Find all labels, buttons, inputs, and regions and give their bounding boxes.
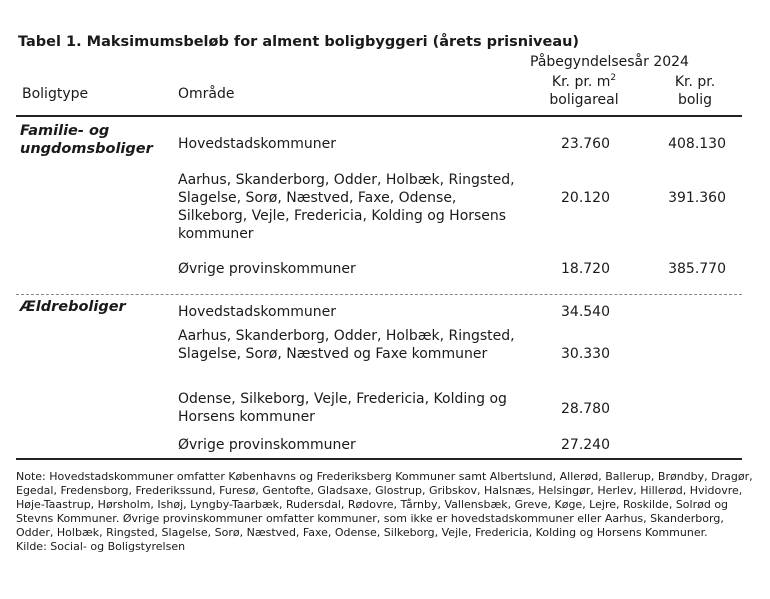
table-cell-kr-pr-bolig: 408.130 <box>668 136 726 152</box>
table-row-area: Øvrige provinskommuner <box>178 261 356 277</box>
table-bottom-rule <box>16 458 742 460</box>
table-row-area: Aarhus, Skanderborg, Odder, Holbæk, Ringsted, Slagelse, Sorø, Næstved, Faxe, Odense, Silkeborg, Vejle, Fredericia, Kolding og Horsens kommuner <box>178 172 515 242</box>
table-cell-kr-pr-m2: 18.720 <box>561 261 610 277</box>
table-cell-kr-pr-m2: 28.780 <box>561 401 610 417</box>
column-header-kr-pr-m2-line1: Kr. pr. m <box>551 74 611 90</box>
table-cell-kr-pr-m2: 30.330 <box>561 346 610 362</box>
column-header-omraade: Område <box>178 86 235 102</box>
table-cell-kr-pr-m2: 27.240 <box>561 437 610 453</box>
group-label-line2: ungdomsboliger <box>20 141 153 157</box>
table-cell-kr-pr-m2: 20.120 <box>561 190 610 206</box>
source-text: Kilde: Social- og Boligstyrelsen <box>16 540 186 553</box>
column-header-kr-pr-bolig-line1: Kr. pr. <box>674 74 716 90</box>
column-header-kr-pr-m2 <box>528 73 640 109</box>
column-header-kr-pr-m2-line2: boligareal <box>549 92 619 108</box>
table-cell-kr-pr-bolig: 385.770 <box>668 261 726 277</box>
table-row-area: Hovedstadskommuner <box>178 304 336 320</box>
group-label-familie-ungdom <box>20 122 153 158</box>
table-cell-kr-pr-m2: 23.760 <box>561 136 610 152</box>
column-header-kr-pr-bolig-line2: bolig <box>677 92 713 108</box>
column-header-boligtype: Boligtype <box>22 86 89 102</box>
table-cell-kr-pr-m2: 34.540 <box>561 304 610 320</box>
table-cell-kr-pr-bolig: 391.360 <box>668 190 726 206</box>
group-label-aeldreboliger: Ældreboliger <box>20 299 126 315</box>
group-divider <box>16 294 742 295</box>
table-title: Tabel 1. Maksimumsbeløb for alment boligbyggeri (årets prisniveau) <box>18 34 580 50</box>
table-row-area: Odense, Silkeborg, Vejle, Fredericia, Kolding og Horsens kommuner <box>178 391 507 425</box>
note-text: Note: Hovedstadskommuner omfatter Københavns og Frederiksberg Kommuner samt Albertslund, Allerød, Ballerup, Brøndby, Dragør, Egedal, Fredensborg, Frederikssund, Furesø, Gentofte, Gladsaxe, Glostrup, Gribskov, Halsnæs, Helsingør, Herlev, Hillerød, Hvidovre, Høje-Taastrup, Hørsholm, Ishøj, Lyngby-Taarbæk, Rudersdal, Rødovre, Tårnby, Vallensbæk, Greve, Køge, Lejre, Roskilde, Solrød og Stevns Kommuner. Øvrige provinskommuner omfatter kommuner, som ikke er hovedstadskommuner eller Aarhus, Skanderborg, Odder, Holbæk, Ringsted, Slagelse, Sorø, Næstved, Faxe, Odense, Silkeborg, Vejle, Fredericia, Kolding og Horsens Kommuner. <box>16 470 753 539</box>
group-label-line1: Familie- og <box>20 123 110 139</box>
table-row-area: Hovedstadskommuner <box>178 136 336 152</box>
table-note <box>16 470 756 554</box>
column-header-kr-pr-bolig <box>655 73 735 109</box>
table-row-area: Øvrige provinskommuner <box>178 437 356 453</box>
year-subheader: Påbegyndelsesår 2024 <box>530 54 689 70</box>
header-rule <box>16 115 742 117</box>
column-header-superscript: 2 <box>610 73 617 83</box>
table-row-area: Aarhus, Skanderborg, Odder, Holbæk, Ringsted, Slagelse, Sorø, Næstved og Faxe kommuner <box>178 328 515 362</box>
